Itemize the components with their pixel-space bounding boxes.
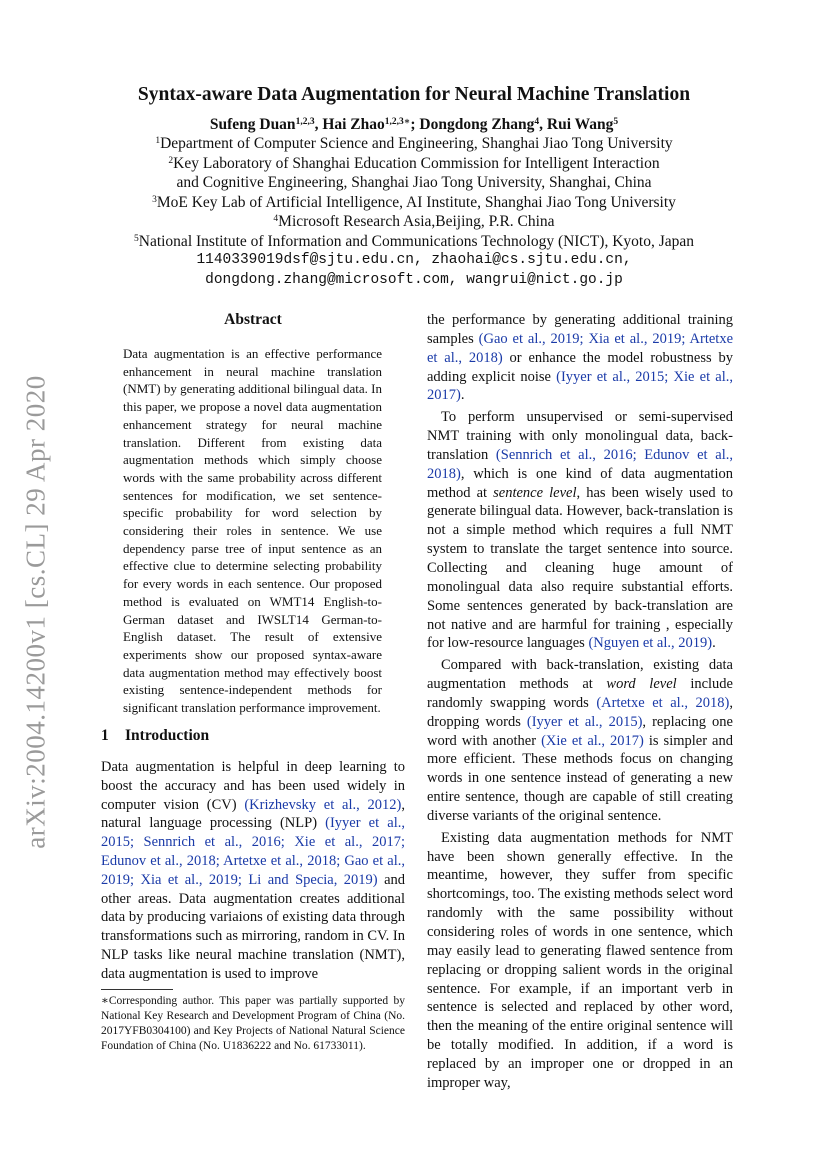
section-number: 1 <box>101 727 109 744</box>
affiliation-line <box>0 173 828 193</box>
affiliation-text: Key Laboratory of Shanghai Education Commission for Intelligent Interaction <box>173 154 660 172</box>
affiliation-line <box>0 154 828 174</box>
author-name: Sufeng Duan <box>209 116 296 133</box>
arxiv-identifier-stamp: arXiv:2004.14200v1 [cs.CL] 29 Apr 2020 <box>20 375 51 849</box>
citation-link[interactable]: (Iyyer et al., 2015; Xie et al., 2017) <box>427 368 733 404</box>
affiliation-number: 2 <box>168 155 174 166</box>
affiliation-line <box>0 134 828 154</box>
paper-title: Syntax-aware Data Augmentation for Neural Machine Translation <box>137 84 691 105</box>
abstract-text: Data augmentation is an effective performance enhancement in neural machine translation (NMT) by generating additional bilingual data. In this paper, we propose a novel data augmentation enhancement strategy for neural machine translation. Different from existing data augmentation methods which simply choose words with the same probability across different sentences for modification, we set sentence-specific probability for word selection by considering their roles in sentence. We use dependency parse tree of input sentence as an effective clue to determine selecting probability for every words in each sentence. Our proposed method is evaluated on WMT14 English-to-German dataset and IWSLT14 German-to-English dataset. The result of extensive experiments show our proposed syntax-aware data augmentation method may effectively boost existing sentence-independent methods for significant translation performance improvement. <box>123 346 382 716</box>
author-emails <box>0 251 828 290</box>
footnote-divider <box>101 989 173 990</box>
affiliation-marker: 5 <box>613 117 619 127</box>
author-name: Rui Wang <box>546 116 614 133</box>
affiliation-text: Microsoft Research Asia,Beijing, P.R. China <box>278 213 555 231</box>
affiliation-line <box>0 212 828 232</box>
section-heading-introduction <box>101 727 209 745</box>
abstract-heading: Abstract <box>224 311 282 328</box>
citation-link[interactable]: (Nguyen et al., 2019) <box>588 635 713 652</box>
author-name: Hai Zhao <box>322 116 385 133</box>
citation-link[interactable]: (Krizhevsky et al., 2012) <box>244 796 402 813</box>
affiliation-number: 4 <box>273 214 279 225</box>
affiliation-marker: 1,2,3∗ <box>384 117 411 127</box>
corresponding-author-footnote: ∗Corresponding author. This paper was partially supported by National Key Research and Development Program of China (No. 2017YFB0304100) and Key Projects of National Natural Science Foundation of China (No. U1836222 and No. 61733011). <box>101 995 405 1052</box>
affiliation-number: 5 <box>134 233 139 244</box>
emphasized-term: sentence level <box>493 484 577 501</box>
affiliation-line <box>0 193 828 213</box>
author-name: Dongdong Zhang <box>419 116 535 133</box>
affiliation-number: 1 <box>155 136 161 146</box>
right-column <box>427 311 733 1093</box>
email-line[interactable]: dongdong.zhang@microsoft.com, wangrui@nict.go.jp <box>205 271 623 288</box>
affiliation-list <box>0 134 828 252</box>
affiliation-text: and Cognitive Engineering, Shanghai Jiao Tong University, Shanghai, China <box>176 174 652 192</box>
email-line[interactable]: 1140339019dsf@sjtu.edu.cn, zhaohai@cs.sjtu.edu.cn, <box>196 252 632 268</box>
affiliation-line <box>0 232 828 252</box>
affiliation-marker: 4 <box>534 117 540 127</box>
citation-link[interactable]: (Iyyer et al., 2015) <box>526 713 643 730</box>
citation-link[interactable]: (Artetxe et al., 2018) <box>596 694 730 711</box>
affiliation-text: Department of Computer Science and Engineering, Shanghai Jiao Tong University <box>160 135 673 152</box>
citation-link[interactable]: (Gao et al., 2019; Xia et al., 2019; Artetxe et al., 2018) <box>427 330 734 366</box>
affiliation-text: MoE Key Lab of Artificial Intelligence, AI Institute, Shanghai Jiao Tong University <box>156 193 676 211</box>
affiliation-marker: 1,2,3 <box>295 117 315 127</box>
section-title: Introduction <box>125 727 210 744</box>
body-paragraph: Compared with back-translation, existing data augmentation methods at word level include randomly swapping words (Artetxe et al., 2018), dropping words (Iyyer et al., 2015), replacing one word with another (Xie et al., 2017) is simpler and more efficient. These methods focus on changing words in one sentence instead of generating a new entire sentence, though are capable of still creating diverse variants of the original sentence. <box>427 657 733 824</box>
affiliation-number: 3 <box>152 194 157 205</box>
citation-link[interactable]: (Sennrich et al., 2016; Edunov et al., 2018) <box>427 446 733 482</box>
affiliation-text: National Institute of Information and Communications Technology (NICT), Kyoto, Japan <box>138 232 694 250</box>
body-paragraph: To perform unsupervised or semi-supervised NMT training with only monolingual data, back-translation (Sennrich et al., 2016; Edunov et al., 2018), which is one kind of data augmentation method at sentence level, has been wisely used to generate bilingual data. However, back-translation is not a simple method which requires a full NMT system to translate the target sentence into source. Collecting and cleaning huge amount of monolingual data also require substantial efforts. Some sentences generated by back-translation are not native and are harmful for training , especially for low-resource languages (Nguyen et al., 2019). <box>427 409 733 652</box>
citation-link[interactable]: (Xie et al., 2017) <box>541 732 644 749</box>
body-paragraph: the performance by generating additional training samples (Gao et al., 2019; Xia et al., 2019; Artetxe et al., 2018) or enhance the model robustness by adding explicit noise (Iyyer et al., 2015; Xie et al., 2017). <box>427 312 734 404</box>
author-list: Sufeng Duan$^{1,2,3}$, Hai Zhao$^{1,2,3∗}$; Dongdong Zhang$^4$, Rui Wang$^5$ <box>209 116 619 133</box>
citation-link[interactable]: (Iyyer et al., 2015; Sennrich et al., 2016; Xie et al., 2017; Edunov et al., 2018; Artetxe et al., 2018; Gao et al., 2019; Xia et al., 2019; Li and Specia, 2019) <box>101 815 405 888</box>
body-paragraph: Existing data augmentation methods for NMT have been shown generally effective. In the meantime, however, they suffer from specific shortcomings, too. The existing methods select word randomly with the same possibility without considering roles of words in one sentence, which may easily lead to generating flawed sentence from replacing or dropping salient words in the original sentence. For example, if an important verb in sentence is selected and replaced by other word, then the meaning of the entire original sentence will be totally modified. In addition, if a word is replaced by an improper one or dropped in an improper way, <box>427 829 733 1091</box>
intro-paragraph: Data augmentation is helpful in deep learning to boost the accuracy and has been used widely in computer vision (CV) (Krizhevsky et al., 2012), natural language processing (NLP) (Iyyer et al., 2015; Sennrich et al., 2016; Xie et al., 2017; Edunov et al., 2018; Artetxe et al., 2018; Gao et al., 2019; Xia et al., 2019; Li and Specia, 2019) and other areas. Data augmentation creates additional data by producing variaions of existing data through transformations such as mirroring, random in CV. In NLP tasks like neural machine translation (NMT), data augmentation is used to improve <box>101 759 406 982</box>
emphasized-term: word level <box>606 676 677 693</box>
